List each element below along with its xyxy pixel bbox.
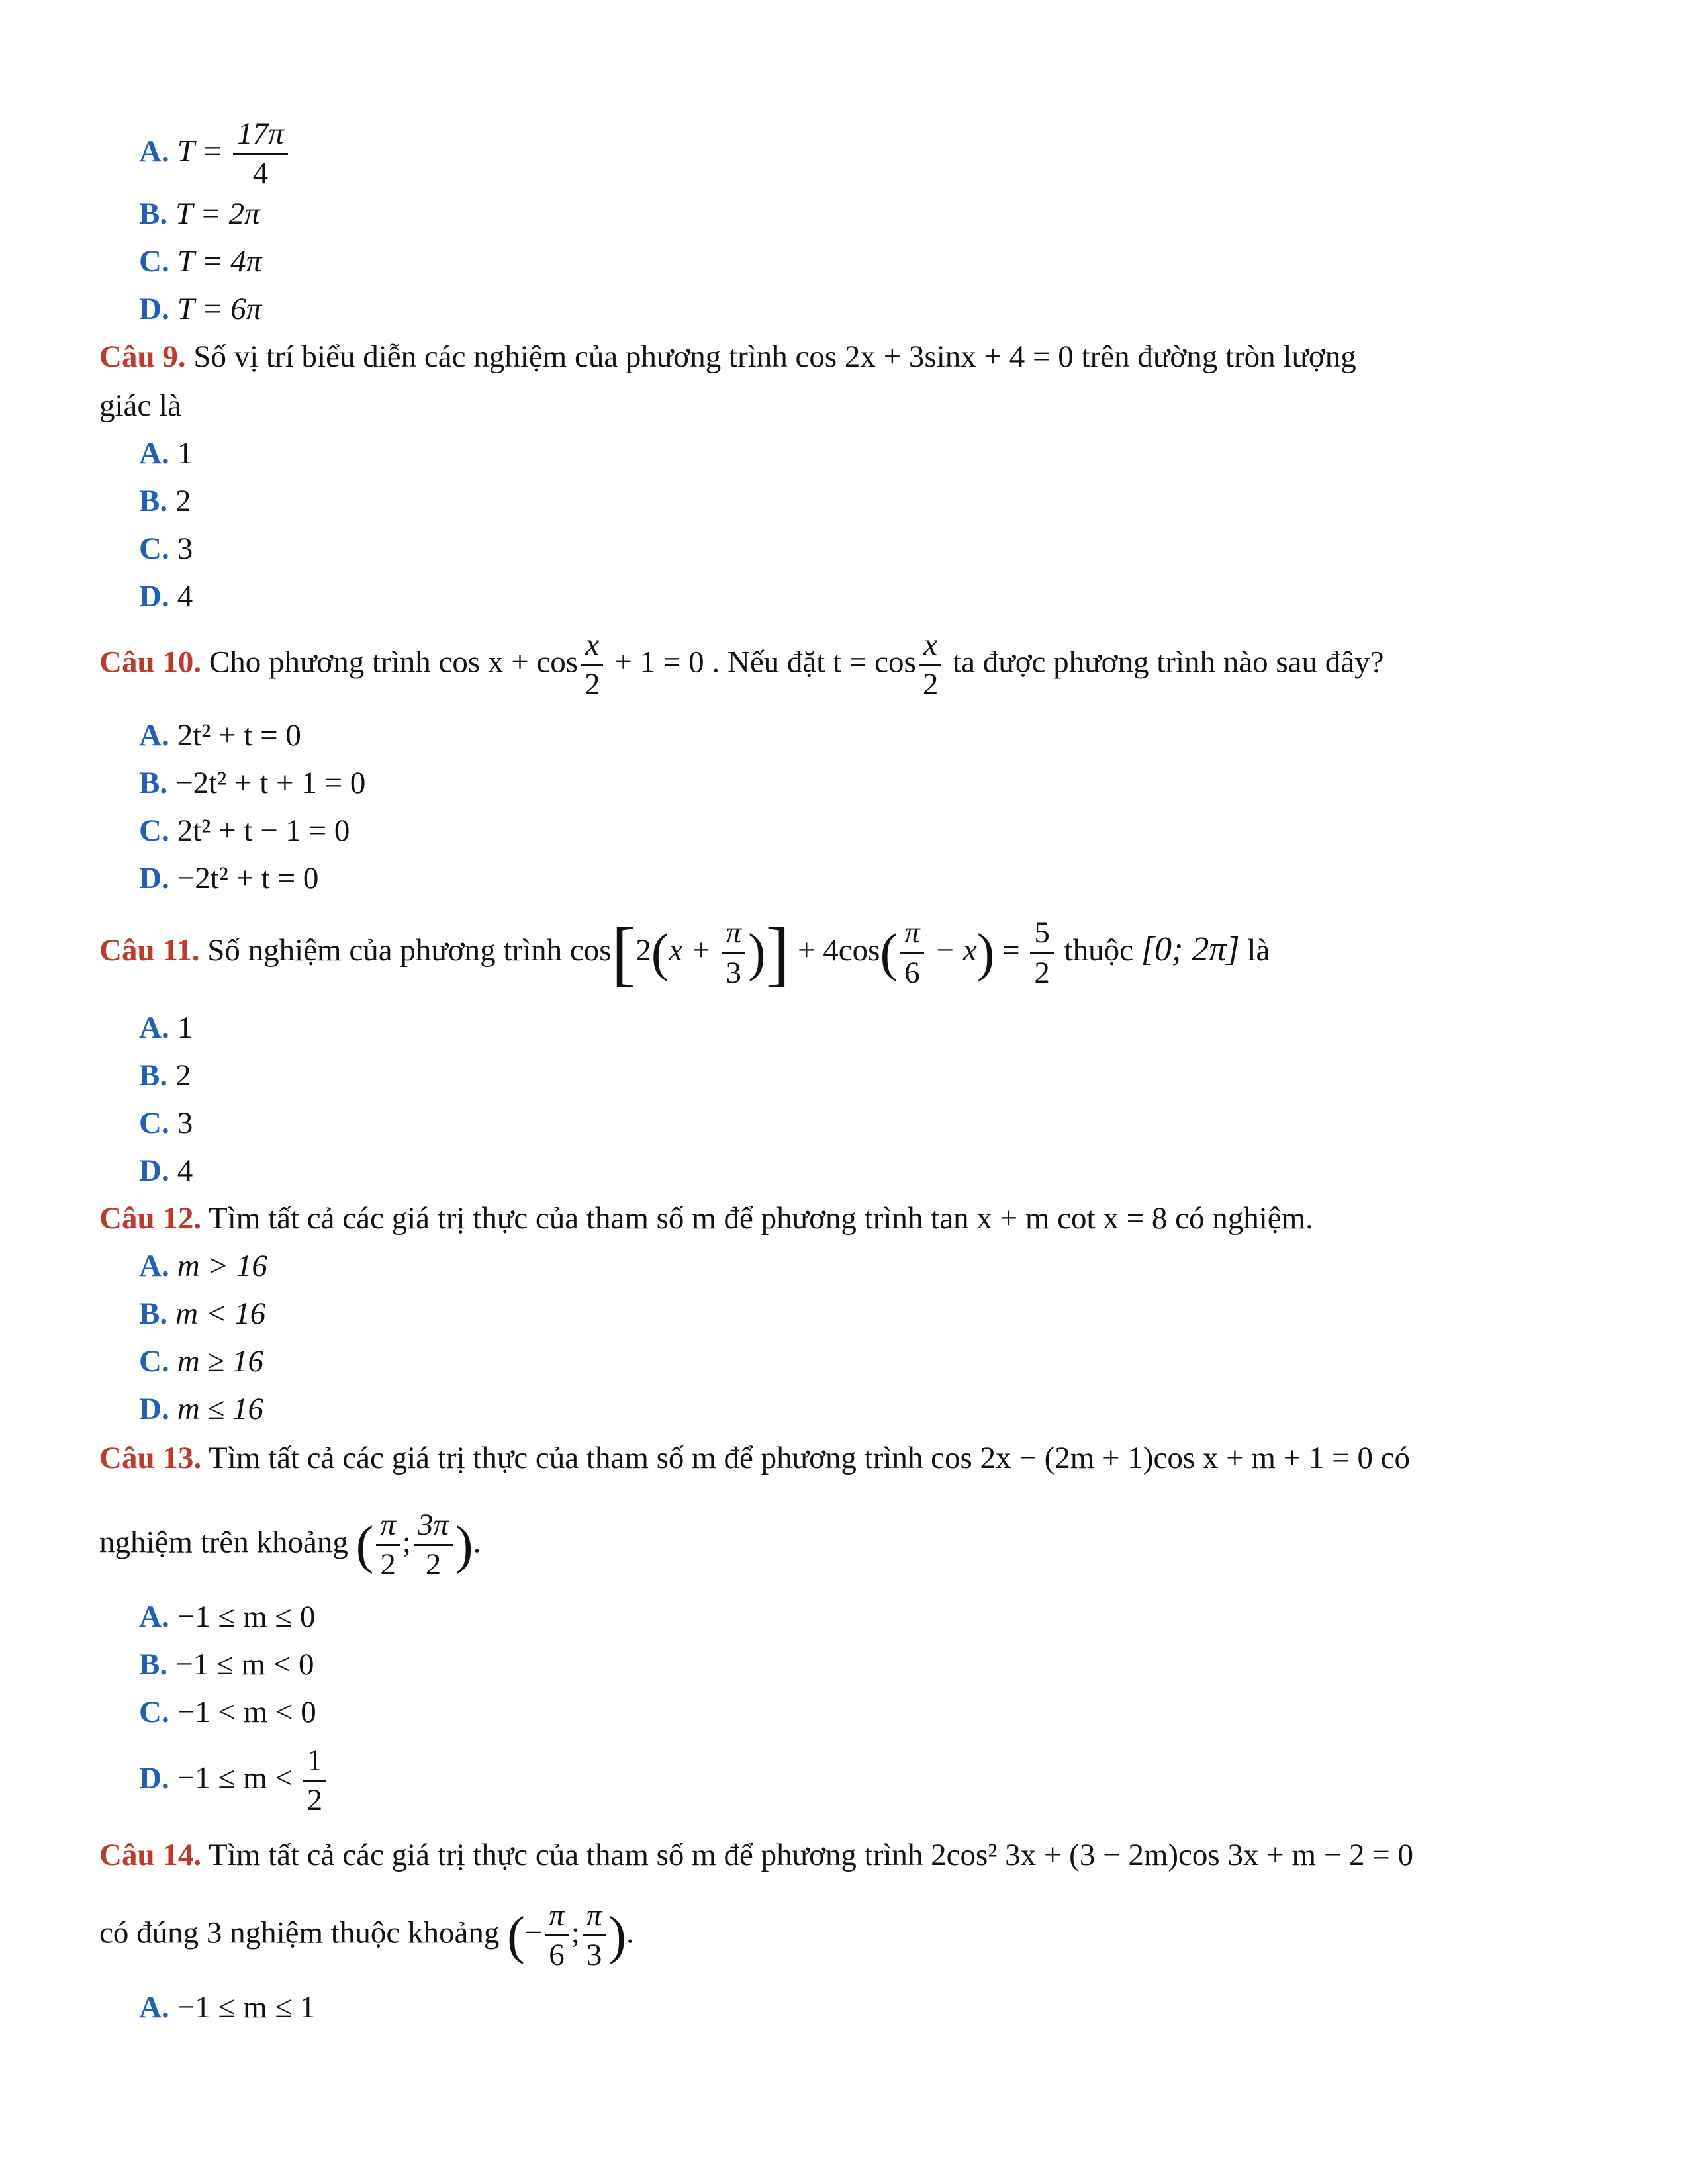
option-label: A. (139, 718, 169, 752)
fraction-denominator: 3 (726, 955, 741, 990)
option-b-q9 (139, 486, 191, 517)
fraction-numerator: 1 (303, 1745, 327, 1782)
option-c-q11 (139, 1108, 193, 1139)
option-c-q10 (139, 815, 350, 846)
fraction-denominator: 2 (585, 667, 600, 702)
option-d-q10 (139, 863, 318, 894)
fraction (233, 118, 288, 191)
option-value: 2t² + t − 1 = 0 (177, 813, 350, 848)
option-d-q12 (139, 1394, 263, 1425)
interval: [0; 2π] (1141, 930, 1240, 968)
option-value: 3 (177, 1106, 193, 1140)
option-label: D. (139, 861, 169, 895)
question-text: = (994, 933, 1028, 968)
option-a-q12 (139, 1251, 267, 1282)
option-value: 2 (175, 1058, 191, 1093)
option-value: −1 ≤ m < 0 (175, 1647, 314, 1682)
option-value: −1 ≤ m ≤ 1 (177, 1990, 316, 2025)
fraction-denominator: 2 (425, 1547, 442, 1582)
fraction (414, 1509, 453, 1582)
fraction-numerator: π (376, 1509, 400, 1546)
question-text: có đúng 3 nghiệm thuộc khoảng (99, 1915, 508, 1950)
option-b-q13 (139, 1649, 314, 1680)
fraction-denominator: 6 (904, 955, 920, 990)
question-9-line2 (99, 390, 181, 422)
option-label: D. (139, 292, 169, 326)
option-label: D. (139, 1154, 169, 1188)
question-13-line2 (99, 1509, 481, 1582)
option-value: −1 < m < 0 (177, 1695, 316, 1729)
question-text: . (626, 1915, 634, 1950)
option-value: 2 (175, 484, 191, 518)
question-14-line2 (99, 1899, 634, 1972)
option-value: T = 6π (177, 292, 262, 326)
option-value: m > 16 (177, 1249, 267, 1283)
fraction-numerator: x (581, 629, 603, 666)
fraction-numerator: 5 (1030, 917, 1054, 954)
right-paren: ) (748, 924, 766, 982)
question-text: x + (669, 933, 720, 968)
option-label: A. (139, 1249, 169, 1283)
question-text: 2 (635, 933, 651, 968)
option-b-q11 (139, 1060, 191, 1091)
option-label: B. (139, 1647, 168, 1682)
option-label: C. (139, 1106, 169, 1140)
fraction (581, 629, 604, 702)
fraction-denominator: 2 (306, 1783, 323, 1818)
question-text: − x (926, 933, 977, 968)
question-13 (99, 1443, 1410, 1474)
question-text: . (473, 1525, 481, 1560)
option-d-q9 (139, 581, 193, 612)
fraction (722, 917, 745, 989)
question-text: thuộc (1056, 933, 1141, 968)
separator: ; (402, 1525, 411, 1560)
option-a-q8 (139, 118, 291, 191)
option-label: D. (139, 1760, 169, 1796)
option-d-q13 (139, 1745, 329, 1817)
fraction (919, 629, 943, 702)
question-text: Tìm tất cả các giá trị thực của tham số m để phương trình cos 2x − (2m + 1)cos x + m + 1 = 0 có (201, 1441, 1411, 1475)
option-label: C. (139, 531, 169, 566)
fraction-numerator: π (583, 1899, 606, 1936)
fraction-denominator: 4 (252, 156, 269, 191)
fraction (900, 917, 924, 989)
option-value: 1 (177, 436, 193, 471)
option-label: C. (139, 813, 169, 848)
option-value: 1 (177, 1011, 193, 1045)
question-text: giác là (99, 388, 181, 423)
left-paren: ( (651, 924, 669, 982)
fraction-denominator: 3 (586, 1938, 602, 1973)
question-label: Câu 14. (99, 1838, 202, 1872)
fraction (303, 1745, 327, 1817)
left-paren: ( (880, 924, 898, 982)
question-label: Câu 12. (99, 1201, 202, 1236)
option-label: A. (139, 134, 169, 169)
fraction-denominator: 2 (922, 667, 939, 702)
separator: ; (571, 1915, 580, 1950)
option-c-q8 (139, 246, 261, 277)
option-label: B. (139, 1058, 168, 1093)
option-value: T = 2π (175, 197, 260, 231)
option-label: D. (139, 1392, 169, 1426)
option-value: m < 16 (175, 1297, 266, 1331)
question-text: là (1239, 933, 1270, 968)
option-d-q11 (139, 1156, 193, 1187)
right-paren: ) (608, 1906, 627, 1965)
question-text: Số nghiệm của phương trình cos (199, 933, 612, 968)
question-label: Câu 11. (99, 933, 200, 968)
option-label: B. (139, 484, 168, 518)
fraction-denominator: 2 (1034, 955, 1050, 990)
question-text: nghiệm trên khoảng (99, 1525, 356, 1560)
option-d-q8 (139, 294, 261, 325)
left-bracket: [ (611, 913, 636, 993)
option-label: C. (139, 244, 169, 279)
option-label: B. (139, 766, 168, 800)
fraction (1030, 917, 1054, 989)
option-label: A. (139, 1990, 169, 2025)
fraction-numerator: π (545, 1899, 569, 1936)
minus-sign: − (524, 1915, 543, 1950)
option-a-q9 (139, 438, 193, 469)
option-c-q13 (139, 1697, 316, 1728)
left-paren: ( (355, 1516, 374, 1574)
option-label: A. (139, 436, 169, 471)
option-value: 4 (177, 1154, 193, 1188)
option-value: 4 (177, 579, 193, 614)
question-text: Số vị trí biểu diễn các nghiệm của phương trình cos 2x + 3sinx + 4 = 0 trên đường tròn lượng (185, 340, 1356, 374)
question-9 (99, 341, 1356, 373)
question-11 (99, 913, 1270, 993)
question-label: Câu 9. (99, 340, 186, 374)
option-label: B. (139, 1297, 168, 1331)
right-paren: ) (976, 924, 995, 982)
option-b-q10 (139, 768, 365, 799)
option-a-q13 (139, 1602, 315, 1633)
option-value: 2t² + t = 0 (177, 718, 301, 752)
question-text: + 1 = 0 . Nếu đặt t = cos (606, 645, 916, 680)
fraction-numerator: π (900, 917, 924, 954)
fraction-denominator: 2 (380, 1547, 396, 1582)
option-c-q9 (139, 533, 193, 565)
fraction (545, 1899, 569, 1972)
option-label: D. (139, 579, 169, 614)
option-value: −2t² + t = 0 (177, 861, 319, 895)
option-a-q11 (139, 1013, 193, 1044)
question-14 (99, 1840, 1413, 1871)
question-text: Tìm tất cả các giá trị thực của tham số m để phương trình tan x + m cot x = 8 có nghiệm. (201, 1201, 1313, 1236)
option-value: m ≥ 16 (177, 1344, 263, 1379)
fraction-denominator: 6 (549, 1938, 565, 1973)
option-b-q12 (139, 1298, 265, 1330)
option-c-q12 (139, 1346, 263, 1377)
right-paren: ) (455, 1516, 473, 1574)
question-text: + 4cos (790, 933, 880, 968)
question-label: Câu 13. (99, 1441, 202, 1475)
question-label: Câu 10. (99, 645, 202, 680)
option-label: B. (139, 197, 168, 231)
right-bracket: ] (765, 913, 790, 993)
option-value: −2t² + t + 1 = 0 (175, 766, 366, 800)
option-value: T = (177, 134, 231, 169)
option-label: A. (139, 1600, 169, 1634)
option-value: −1 ≤ m < (177, 1760, 301, 1796)
option-value: T = 4π (177, 244, 262, 279)
question-text: ta được phương trình nào sau đây? (945, 645, 1384, 680)
option-label: C. (139, 1695, 169, 1729)
option-label: A. (139, 1011, 169, 1045)
fraction-numerator: 3π (414, 1509, 453, 1546)
option-value: 3 (177, 531, 193, 566)
question-text: Cho phương trình cos x + cos (201, 645, 579, 680)
fraction-numerator: x (919, 629, 941, 666)
option-a-q10 (139, 720, 301, 751)
question-10 (99, 629, 1384, 702)
option-value: −1 ≤ m ≤ 0 (177, 1600, 316, 1634)
option-value: m ≤ 16 (177, 1392, 263, 1426)
fraction-numerator: 17π (233, 118, 288, 155)
option-b-q8 (139, 199, 260, 230)
fraction (583, 1899, 606, 1972)
option-a-q14 (139, 1992, 315, 2023)
left-paren: ( (507, 1906, 525, 1965)
fraction (376, 1509, 400, 1582)
question-text: Tìm tất cả các giá trị thực của tham số m để phương trình 2cos² 3x + (3 − 2m)cos 3x + m − 2 = 0 (201, 1838, 1414, 1872)
fraction-numerator: π (722, 917, 745, 954)
option-label: C. (139, 1344, 169, 1379)
question-12 (99, 1203, 1313, 1234)
